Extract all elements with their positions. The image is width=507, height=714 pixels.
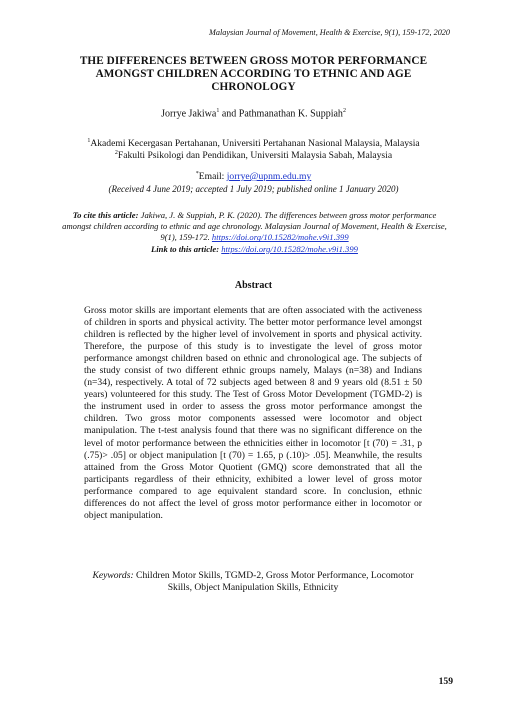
citation-block xyxy=(62,210,447,255)
author-affiliation-mark: 2 xyxy=(342,108,346,114)
author-name: Pathmanathan K. Suppiah xyxy=(238,108,343,120)
author-affiliation-mark: 1 xyxy=(216,108,220,114)
affiliation-mark: 2 xyxy=(114,150,118,156)
cite-doi-link[interactable]: https://doi.org/10.15282/mohe.v9i1.399 xyxy=(211,232,349,243)
abstract-heading: Abstract xyxy=(234,280,273,291)
affiliation-text: Fakulti Psikologi dan Pendidikan, Universiti Malaysia Sabah, Malaysia xyxy=(117,150,393,162)
keywords xyxy=(84,570,422,594)
keywords-label: Keywords: xyxy=(92,570,134,581)
page-number: 159 xyxy=(438,676,453,687)
running-header: Malaysian Journal of Movement, Health & Exercise, 9(1), 159-172, 2020 xyxy=(209,28,450,37)
received-dates: (Received 4 June 2019; accepted 1 July 2019; published online 1 January 2020) xyxy=(108,184,399,194)
affiliation xyxy=(0,150,507,161)
author-name: Jorrye Jakiwa xyxy=(161,108,217,120)
link-label: Link to this article: xyxy=(151,243,220,254)
cite-text: Jakiwa, J. & Suppiah, P. K. (2020). The differences between gross motor performance amongst children according to ethnic and age chronology. Malaysian Journal of Movement, Health & Exercise, 9(1), 159-172. xyxy=(62,210,447,243)
author-joiner: and xyxy=(219,108,239,120)
keywords-text: Children Motor Skills, TGMD-2, Gross Motor Performance, Locomotor Skills, Object Manipulation Skills, Ethnicity xyxy=(133,570,414,594)
email-label: Email: xyxy=(198,171,227,183)
article-doi-link[interactable]: https://doi.org/10.15282/mohe.v9i1.399 xyxy=(221,243,358,254)
author-line xyxy=(0,108,507,119)
abstract-body: Gross motor skills are important elements that are often associated with the activeness of children in sports and physical activity. The better motor performance level amongst children is reflected by the higher level of involvement in sports and physical activity. Therefore, the purpose of this study is to investigate the level of gross motor performance amongst children based on ethnic and chronological age. The subjects of the study consist of two different ethnic groups namely, Malays (n=38) and Indians (n=34), respectively. A total of 72 subjects aged between 8 and 9 years old (8.51 ± 50 years) volunteered for this study. The Test of Gross Motor Development (TGMD-2) is the instrument used in order to assess the gross motor performance amongst the children. Two gross motor components assessed were locomotor and object manipulation. The t-test analysis found that there was no significant difference on the level of motor performance between the ethnicities either in locomotor [t (70) = .31, p (.75)> .05] or object manipulation [t (70) = 1.65, p (.10)> .05]. Meanwhile, the results attained from the Gross Motor Quotient (GMQ) score demonstrated that all the participants regardless of their ethnicity, exhibited a lower level of gross motor performance compared to age equivalent standard score. In conclusion, ethnic differences do not affect the level of gross motor performance either in locomotor or object manipulation. xyxy=(84,305,422,521)
affiliation-mark: 1 xyxy=(87,138,91,144)
cite-label: To cite this article: xyxy=(72,210,139,220)
email-link[interactable]: jorrye@upnm.edu.my xyxy=(226,171,312,183)
corresponding-email xyxy=(0,171,507,182)
corresponding-mark: * xyxy=(195,171,199,177)
paper-title: THE DIFFERENCES BETWEEN GROSS MOTOR PERFORMANCE AMONGST CHILDREN ACCORDING TO ETHNIC AND AGE CHRONOLOGY xyxy=(79,55,428,94)
affiliation-text: Akademi Kecergasan Pertahanan, Universiti Pertahanan Nasional Malaysia, Malaysia xyxy=(90,138,420,150)
affiliation xyxy=(0,138,507,149)
